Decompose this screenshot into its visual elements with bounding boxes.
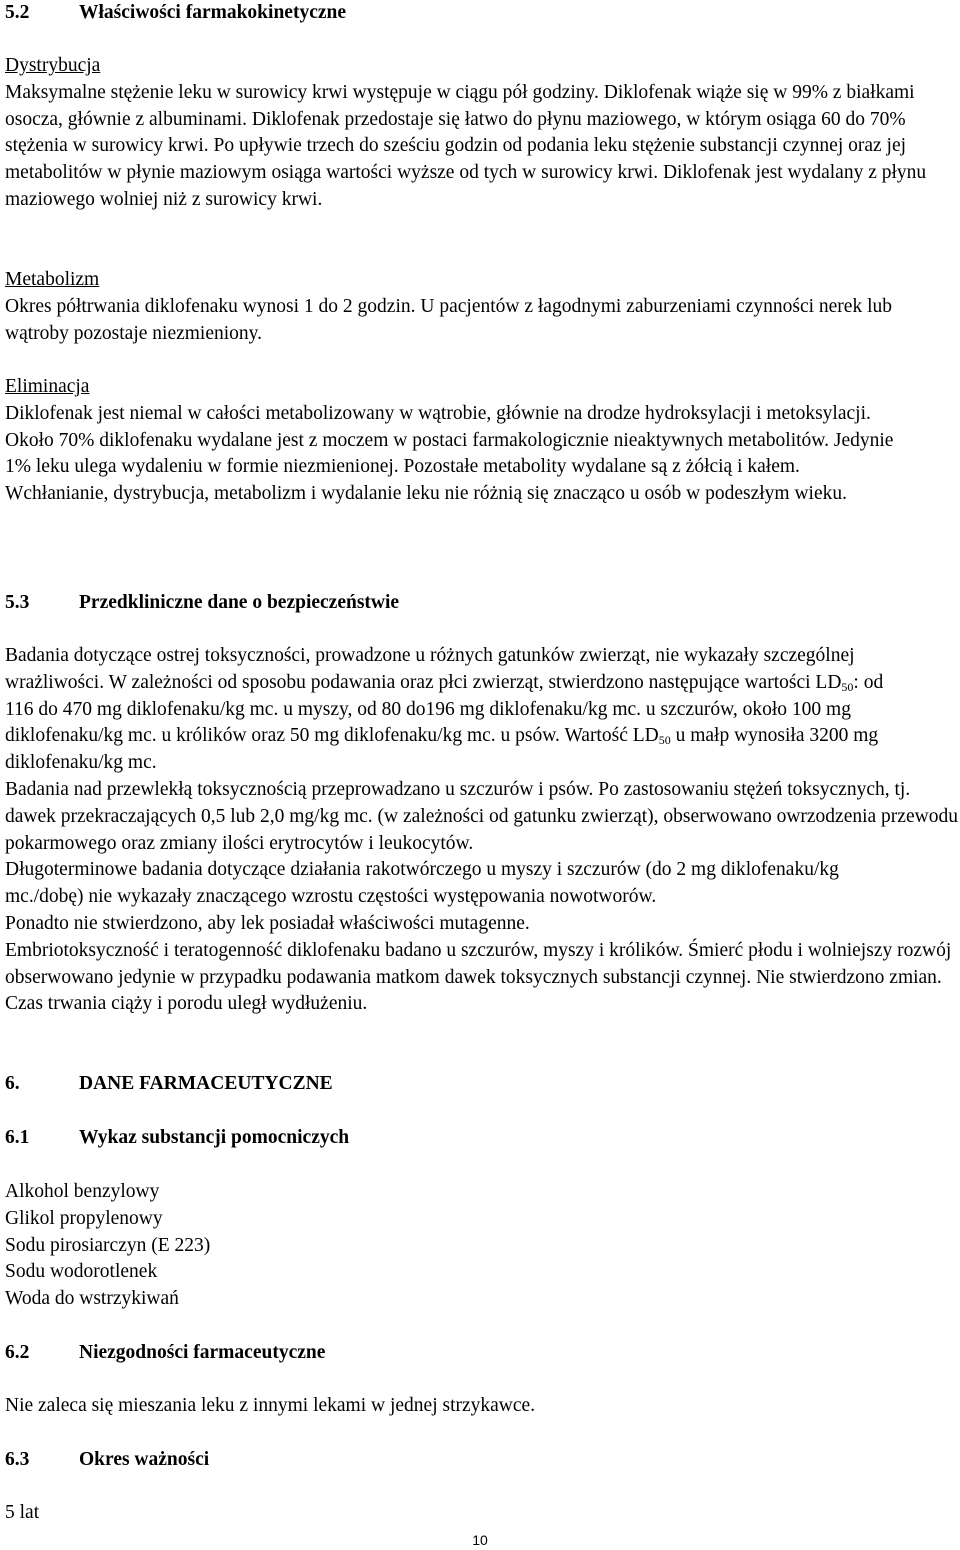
preclinical-chronic-toxicity: Badania nad przewlekłą toksycznością przeprowadzano u szczurów i psów. Po zastosowaniu stężeń toksycznych, tj. dawek przekraczających 0,5 lub 2,0 mg/kg mc. (w zależności od gatunku zwierząt), obserwowano owrzodzenia przewodu pokarmowego oraz zmiany ilości erytrocytów i leukocytów. <box>5 778 958 854</box>
preclinical-carcinogenicity: Długoterminowe badania dotyczące działania rakotwórczego u myszy i szczurów (do 2 mg diklofenaku/kg mc./dobę) nie wykazały znaczącego wzrostu częstości występowania nowotworów. <box>5 859 839 908</box>
elimination-heading: Eliminacja <box>5 376 90 397</box>
section-title: Niezgodności farmaceutyczne <box>79 1342 326 1363</box>
metabolism-heading: Metabolizm <box>5 269 100 290</box>
section-title: Okres ważności <box>79 1449 210 1470</box>
list-item: Glikol propylenowy <box>5 1207 163 1229</box>
section-number: 5.3 <box>5 592 30 613</box>
incompatibilities-text: Nie zaleca się mieszania leku z innymi lekami w jednej strzykawce. <box>5 1395 536 1416</box>
distribution-heading: Dystrybucja <box>5 55 101 76</box>
list-item: Alkohol benzylowy <box>5 1181 160 1202</box>
distribution-block <box>5 53 958 214</box>
section-title: Właściwości farmakokinetyczne <box>79 2 347 23</box>
list-item: Sodu wodorotlenek <box>5 1261 158 1283</box>
elimination-text: Diklofenak jest niemal w całości metabolizowany w wątrobie, głównie na drodze hydroksylacji i metoksylacji. Około 70% diklofenaku wydalane jest z moczem w postaci farmakologicznie nieaktywnych metabolitów. Jedynie 1% leku ulega wydaleniu w formie niezmienionej. Pozostałe metabolity wydalane są z żółcią i kałem. <box>5 402 894 478</box>
preclinical-acute-toxicity: Badania dotyczące ostrej toksyczności, prowadzone u różnych gatunków zwierząt, nie wykazały szczególnej wrażliwości. W zależności od sposobu podawania oraz płci zwierząt, stwierdzono następujące wartości $LD_{50}$: od 116 do 470 mg diklofenaku/kg mc. u myszy, od 80 do196 mg diklofenaku/kg mc. u szczurów, około 100 mg diklofenaku/kg mc. u królików oraz 50 mg diklofenaku/kg mc. u psów. Wartość $LD_{50}$ u małp wynosiła 3200 mg diklofenaku/kg mc. <box>5 645 884 774</box>
section-number: 6.1 <box>5 1127 30 1148</box>
list-item: Sodu pirosiarczyn (E 223) <box>5 1234 211 1256</box>
page-number: 10 <box>472 1532 488 1548</box>
section-5-3-heading <box>5 590 958 617</box>
section-number: 5.2 <box>5 2 30 23</box>
section-number: 6. <box>5 1073 20 1094</box>
section-6-heading <box>5 1071 958 1098</box>
section-title: Wykaz substancji pomocniczych <box>79 1127 350 1148</box>
preclinical-mutagenicity: Ponadto nie stwierdzono, aby lek posiadał właściwości mutagenne. <box>5 912 530 934</box>
incompatibilities-block <box>5 1393 958 1420</box>
elimination-block <box>5 374 958 508</box>
preclinical-block <box>5 643 958 1018</box>
list-item: Woda do wstrzykiwań <box>5 1288 179 1310</box>
section-number: 6.2 <box>5 1342 30 1363</box>
shelf-life-text: 5 lat <box>5 1502 40 1523</box>
section-6-3-heading <box>5 1447 958 1474</box>
shelf-life-block <box>5 1500 958 1527</box>
section-5-2-heading <box>5 0 958 27</box>
excipients-list <box>5 1179 958 1313</box>
preclinical-reproductive: Embriotoksyczność i teratogenność diklofenaku badano u szczurów, myszy i królików. Śmierć płodu i wolniejszy rozwój obserwowano jedynie w przypadku podawania matkom dawek toksycznych substancji czynnej. Nie stwierdzono zmian. Czas trwania ciąży i porodu uległ wydłużeniu. <box>5 939 952 1015</box>
metabolism-text: Okres półtrwania diklofenaku wynosi 1 do 2 godzin. U pacjentów z łagodnymi zaburzeniami czynności nerek lub wątroby pozostaje niezmieniony. <box>5 295 893 344</box>
elimination-text-elderly: Wchłanianie, dystrybucja, metabolizm i wydalanie leku nie różnią się znacząco u osób w podeszłym wieku. <box>5 483 848 505</box>
section-title: Przedkliniczne dane o bezpieczeństwie <box>79 592 400 613</box>
distribution-text: Maksymalne stężenie leku w surowicy krwi występuje w ciągu pół godziny. Diklofenak wiąże się w 99% z białkami osocza, głównie z albuminami. Diklofenak przedostaje się łatwo do płynu maziowego, w którym osiąga 60 do 70% stężenia w surowicy krwi. Po upływie trzech do sześciu godzin od podania leku stężenie substancji czynnej oraz jej metabolitów w płynie maziowym osiąga wartości wyższe od tych w surowicy krwi. Diklofenak jest wydalany z płynu maziowego wolniej niż z surowicy krwi. <box>5 81 927 210</box>
section-6-1-heading <box>5 1125 958 1152</box>
section-number: 6.3 <box>5 1449 30 1470</box>
section-6-2-heading <box>5 1340 958 1367</box>
metabolism-block <box>5 267 958 347</box>
section-title: DANE FARMACEUTYCZNE <box>79 1073 333 1094</box>
